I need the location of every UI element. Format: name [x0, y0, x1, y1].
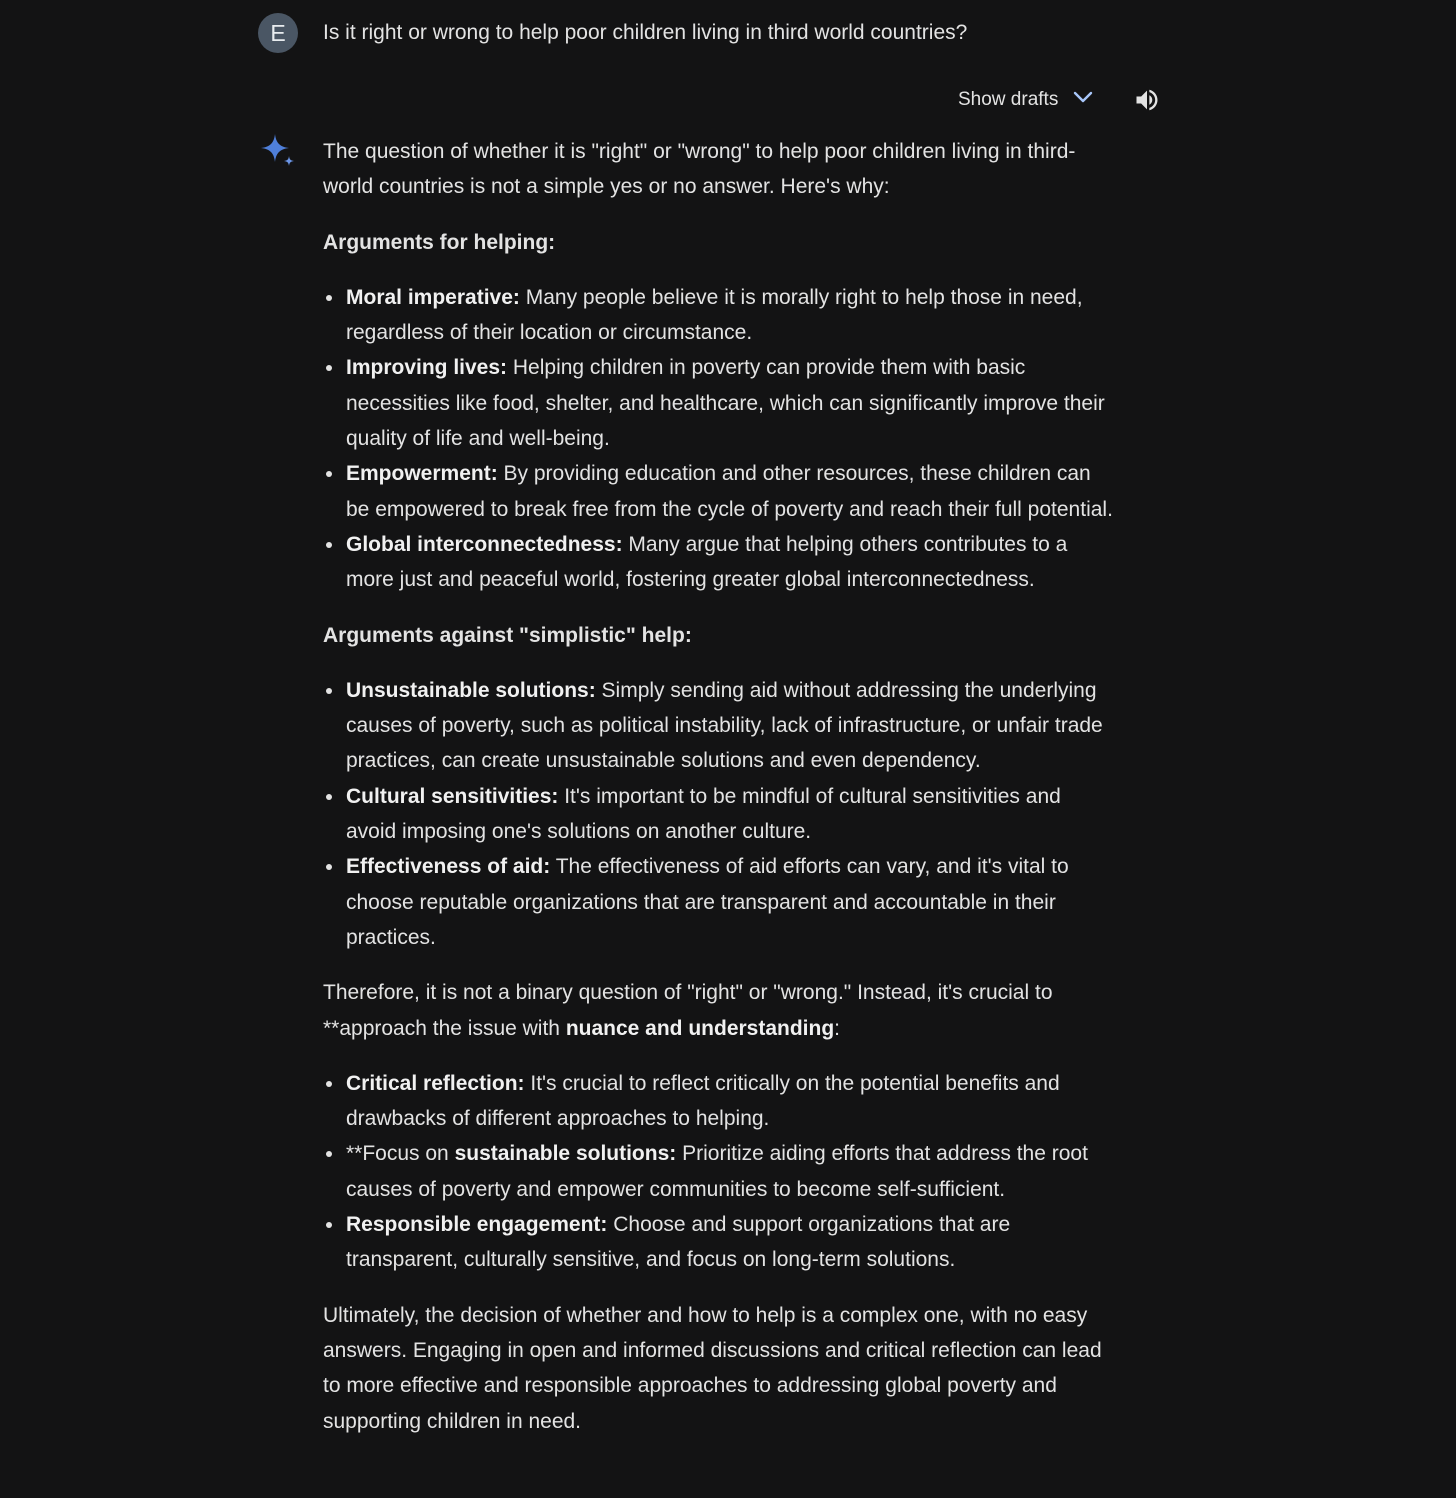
item-term: Empowerment:	[346, 462, 498, 486]
item-prefix: **Focus on	[346, 1142, 455, 1166]
chevron-down-icon	[1072, 86, 1094, 114]
item-text: Prioritize aiding efforts that address the root causes of poverty and empower communities to become self-sufficient.	[346, 1142, 1088, 1201]
item-term: Effectiveness of aid:	[346, 855, 551, 879]
item-term: Unsustainable solutions:	[346, 678, 596, 702]
show-drafts-button[interactable]	[940, 82, 1112, 118]
item-text: By providing education and other resources, these children can be empowered to break free from the cycle of poverty and reach their full potential.	[346, 462, 1113, 521]
item-text: Many people believe it is morally right to help those in need, regardless of their location or circumstance.	[346, 285, 1083, 345]
list-item	[346, 1066, 1113, 1137]
list-approach	[323, 1066, 1113, 1278]
response-toolbar	[940, 82, 1164, 118]
section-heading-against: Arguments against "simplistic" help:	[323, 623, 692, 647]
item-term: Moral imperative:	[346, 285, 520, 309]
list-item	[346, 280, 1113, 351]
section-heading-for: Arguments for helping:	[323, 230, 556, 254]
gemini-sparkle-icon	[258, 132, 298, 172]
item-text: The effectiveness of aid efforts can vary, and it's vital to choose reputable organizations that are transparent and accountable in their practices.	[346, 855, 1069, 949]
speaker-icon[interactable]	[1130, 83, 1164, 117]
conclusion-paragraph: Ultimately, the decision of whether and how to help is a complex one, with no easy answers. Engaging in open and informed discussions and critical reflection can lead to more effective and responsible approaches to addressing global poverty and supporting children in need.	[323, 1303, 1102, 1433]
list-item	[346, 456, 1113, 527]
item-text: Helping children in poverty can provide them with basic necessities like food, shelter, and healthcare, which can significantly improve their quality of life and well-being.	[346, 356, 1105, 451]
item-term: Critical reflection:	[346, 1071, 525, 1095]
user-prompt: Is it right or wrong to help poor children living in third world countries?	[323, 21, 968, 44]
therefore-paragraph	[323, 975, 1113, 1046]
item-text: Choose and support organizations that are transparent, culturally sensitive, and focus on long-term solutions.	[346, 1213, 1011, 1272]
item-term: Responsible engagement:	[346, 1213, 608, 1237]
list-item	[346, 849, 1113, 955]
response-body	[323, 134, 1113, 1459]
user-message	[258, 13, 967, 53]
list-item	[346, 673, 1113, 779]
therefore-text: Therefore, it is not a binary question of "right" or "wrong." Instead, it's crucial to **approach the issue with	[323, 981, 1053, 1040]
list-for	[323, 280, 1113, 598]
item-text: Simply sending aid without addressing the underlying causes of poverty, such as political instability, lack of infrastructure, or unfair trade practices, can create unsustainable solutions and even dependency.	[346, 678, 1103, 773]
item-text: It's important to be mindful of cultural sensitivities and avoid imposing one's solutions on another culture.	[346, 784, 1061, 844]
list-item	[346, 350, 1113, 456]
list-item	[346, 1136, 1113, 1207]
item-term: Improving lives:	[346, 356, 508, 380]
list-item	[346, 1207, 1113, 1278]
list-against	[323, 673, 1113, 955]
intro-paragraph: The question of whether it is "right" or "wrong" to help poor children living in third-world countries is not a simple yes or no answer. Here's why:	[323, 140, 1076, 199]
item-text: It's crucial to reflect critically on the potential benefits and drawbacks of different approaches to helping.	[346, 1071, 1060, 1131]
list-item	[346, 779, 1113, 850]
list-item	[346, 527, 1113, 598]
avatar[interactable]: E	[258, 13, 298, 53]
therefore-emphasis: nuance and understanding	[565, 1016, 835, 1040]
show-drafts-label: Show drafts	[958, 89, 1059, 110]
item-text: Many argue that helping others contributes to a more just and peaceful world, fostering greater global interconnectedness.	[346, 532, 1068, 592]
item-term: sustainable solutions:	[454, 1142, 677, 1166]
item-term: Cultural sensitivities:	[346, 784, 559, 808]
therefore-end: :	[834, 1016, 841, 1040]
item-term: Global interconnectedness:	[346, 532, 623, 556]
